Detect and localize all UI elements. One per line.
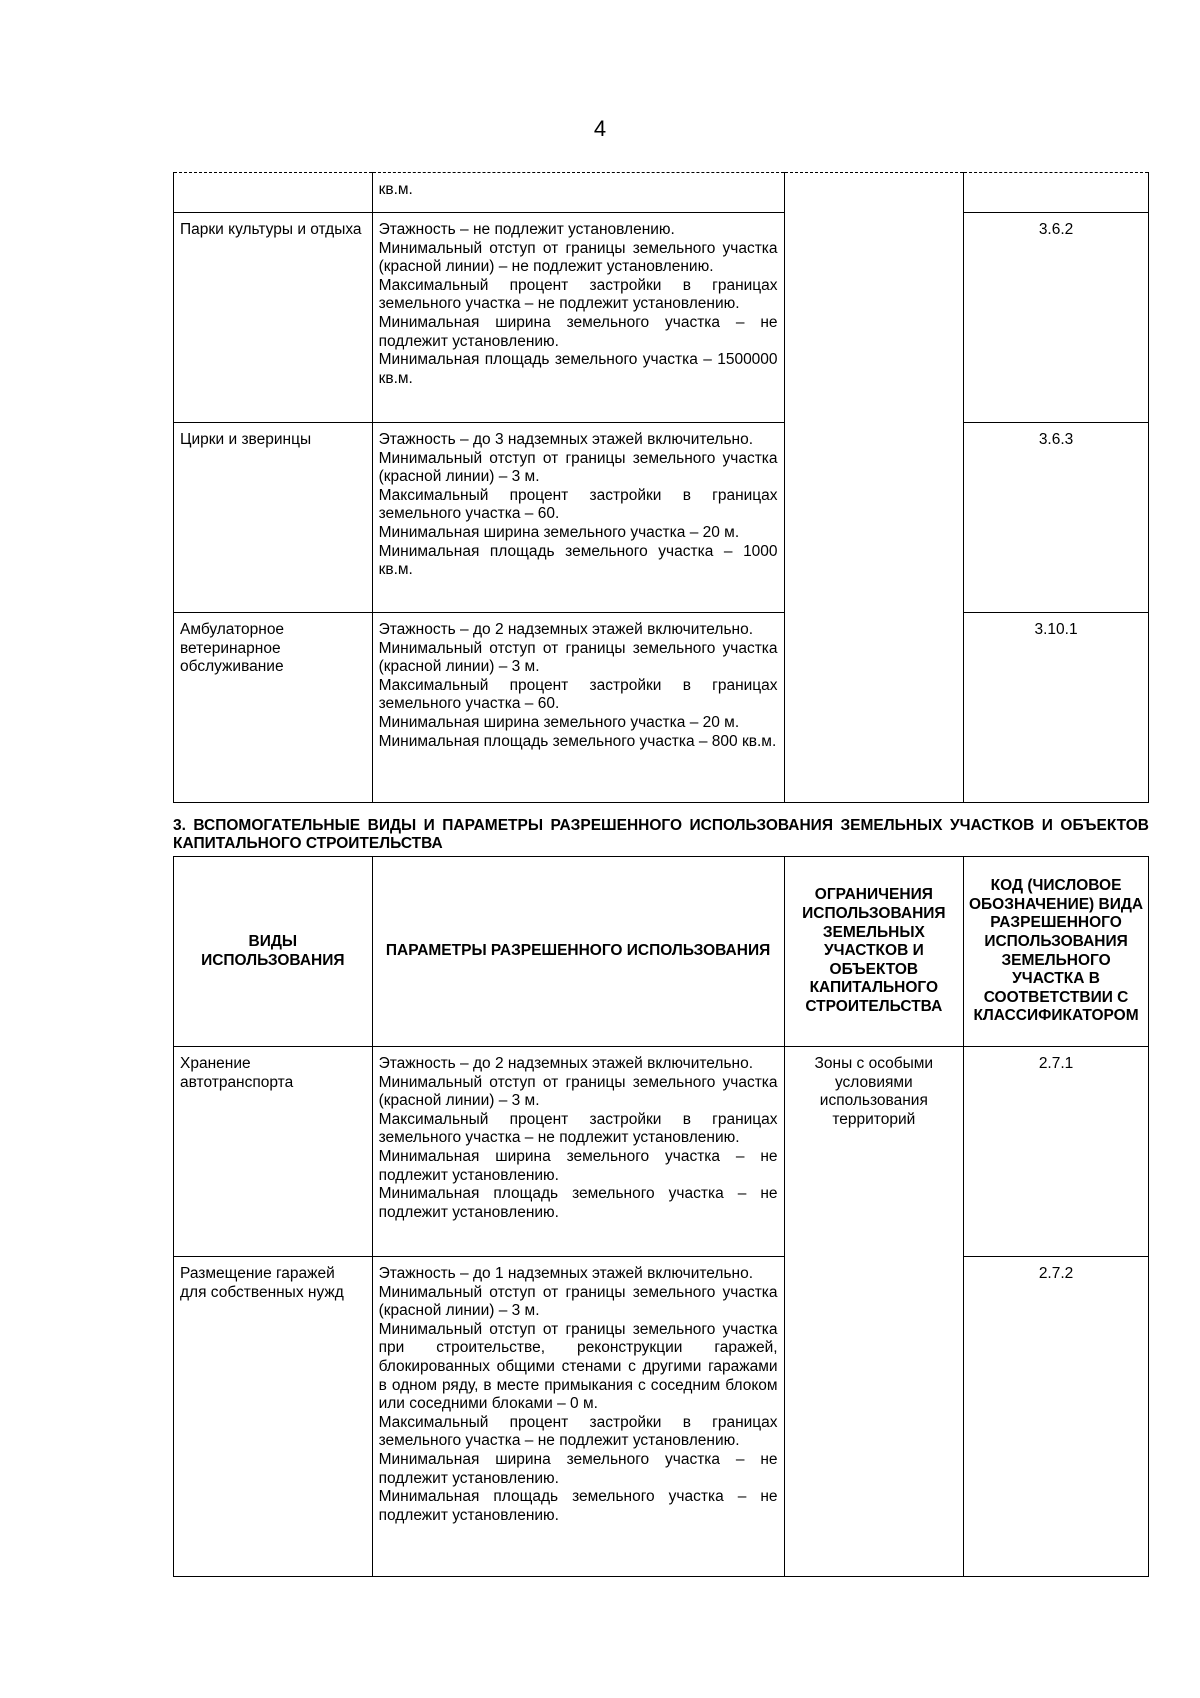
use-kind-cell: Размещение гаражей для собственных нужд	[174, 1257, 373, 1577]
header-use-kind: ВИДЫ ИСПОЛЬЗОВАНИЯ	[174, 857, 373, 1047]
parameter-line: Минимальная ширина земельного участка – 20 м.	[378, 523, 740, 541]
code-cell: 3.6.3	[964, 423, 1149, 613]
parameter-line: Минимальная ширина земельного участка – не подлежит установлению.	[378, 1450, 778, 1487]
zoning-table-continued	[173, 172, 1149, 803]
parameters-cell	[372, 1047, 784, 1257]
parameters-cell	[372, 613, 784, 803]
parameter-line: Этажность – до 1 надземных этажей включительно.	[378, 1265, 754, 1282]
code-cell: 2.7.1	[964, 1047, 1149, 1257]
table-row	[174, 213, 1149, 423]
code-cell: 2.7.2	[964, 1257, 1149, 1577]
table-row	[174, 423, 1149, 613]
parameter-line: Минимальная ширина земельного участка – не подлежит установлению.	[378, 313, 778, 350]
auxiliary-uses-table	[173, 856, 1149, 1577]
use-kind-cell: Цирки и зверинцы	[174, 423, 373, 613]
parameter-line: Минимальный отступ от границы земельного участка (красной линии) – 3 м.	[378, 449, 778, 486]
table-row	[174, 613, 1149, 803]
parameter-line: Минимальный отступ от границы земельного участка (красной линии) – 3 м.	[378, 1073, 778, 1110]
parameter-line: Минимальная площадь земельного участка – не подлежит установлению.	[378, 1185, 778, 1221]
table-row	[174, 1047, 1149, 1257]
parameter-line: Максимальный процент застройки в границах земельного участка – 60.	[378, 486, 778, 523]
parameter-line: Минимальный отступ от границы земельного участка (красной линии) – 3 м.	[378, 1283, 778, 1320]
header-code: КОД (ЧИСЛОВОЕ ОБОЗНАЧЕНИЕ) ВИДА РАЗРЕШЕННОГО ИСПОЛЬЗОВАНИЯ ЗЕМЕЛЬНОГО УЧАСТКА В СООТВЕТСТВИИ С КЛАССИФИКАТОРОМ	[964, 857, 1149, 1047]
parameter-line: Минимальная площадь земельного участка – не подлежит установлению.	[378, 1488, 778, 1524]
parameter-line: Минимальный отступ от границы земельного участка (красной линии) – не подлежит установлению.	[378, 239, 778, 276]
parameter-line: Минимальная ширина земельного участка – не подлежит установлению.	[378, 1147, 778, 1184]
restriction-cell: Зоны с особыми условиями использования территорий	[784, 1047, 964, 1577]
parameter-line: Минимальная площадь земельного участка – 1000 кв.м.	[378, 542, 778, 579]
parameters-cell	[372, 1257, 784, 1577]
parameter-line: Этажность – не подлежит установлению.	[378, 221, 675, 238]
parameter-line: Минимальная площадь земельного участка – 1500000 кв.м.	[378, 351, 778, 387]
section-title: 3. ВСПОМОГАТЕЛЬНЫЕ ВИДЫ И ПАРАМЕТРЫ РАЗРЕШЕННОГО ИСПОЛЬЗОВАНИЯ ЗЕМЕЛЬНЫХ УЧАСТКОВ И ОБЪЕКТОВ КАПИТАЛЬНОГО СТРОИТЕЛЬСТВА	[173, 817, 1149, 852]
parameter-line: Максимальный процент застройки в границах земельного участка – не подлежит установлению.	[378, 1110, 778, 1147]
page-number: 4	[593, 116, 607, 141]
parameters-cell	[372, 173, 784, 213]
table-row	[174, 173, 1149, 213]
header-row	[174, 857, 1149, 1047]
restriction-cell	[784, 173, 964, 803]
parameter-line: Этажность – до 2 надземных этажей включительно.	[378, 1055, 754, 1072]
header-parameters: ПАРАМЕТРЫ РАЗРЕШЕННОГО ИСПОЛЬЗОВАНИЯ	[372, 857, 784, 1047]
code-cell	[964, 173, 1149, 213]
use-kind-cell: Амбулаторное ветеринарное обслуживание	[174, 613, 373, 803]
parameter-line: Этажность – до 2 надземных этажей включительно.	[378, 621, 754, 638]
parameter-line: Этажность – до 3 надземных этажей включительно.	[378, 431, 754, 448]
parameter-line: Минимальный отступ от границы земельного участка при строительстве, реконструкции гаражей, блокированных общими стенами с другими гаражами в одном ряду, в месте примыкания с соседним блоком или соседними блоками – 0 м.	[378, 1320, 778, 1413]
use-kind-cell	[174, 173, 373, 213]
parameter-line: Максимальный процент застройки в границах земельного участка – не подлежит установлению.	[378, 1413, 778, 1450]
use-kind-cell: Парки культуры и отдыха	[174, 213, 373, 423]
table-row	[174, 1257, 1149, 1577]
parameters-cell	[372, 423, 784, 613]
parameter-line: Минимальный отступ от границы земельного участка (красной линии) – 3 м.	[378, 639, 778, 676]
parameter-line: Минимальная площадь земельного участка – 800 кв.м.	[378, 732, 777, 750]
parameters-cell	[372, 213, 784, 423]
parameter-line: кв.м.	[378, 181, 413, 198]
header-restrictions: ОГРАНИЧЕНИЯ ИСПОЛЬЗОВАНИЯ ЗЕМЕЛЬНЫХ УЧАСТКОВ И ОБЪЕКТОВ КАПИТАЛЬНОГО СТРОИТЕЛЬСТВА	[784, 857, 964, 1047]
code-cell: 3.6.2	[964, 213, 1149, 423]
use-kind-cell: Хранение автотранспорта	[174, 1047, 373, 1257]
parameter-line: Максимальный процент застройки в границах земельного участка – не подлежит установлению.	[378, 276, 778, 313]
code-cell: 3.10.1	[964, 613, 1149, 803]
parameter-line: Максимальный процент застройки в границах земельного участка – 60.	[378, 676, 778, 713]
parameter-line: Минимальная ширина земельного участка – 20 м.	[378, 713, 740, 731]
